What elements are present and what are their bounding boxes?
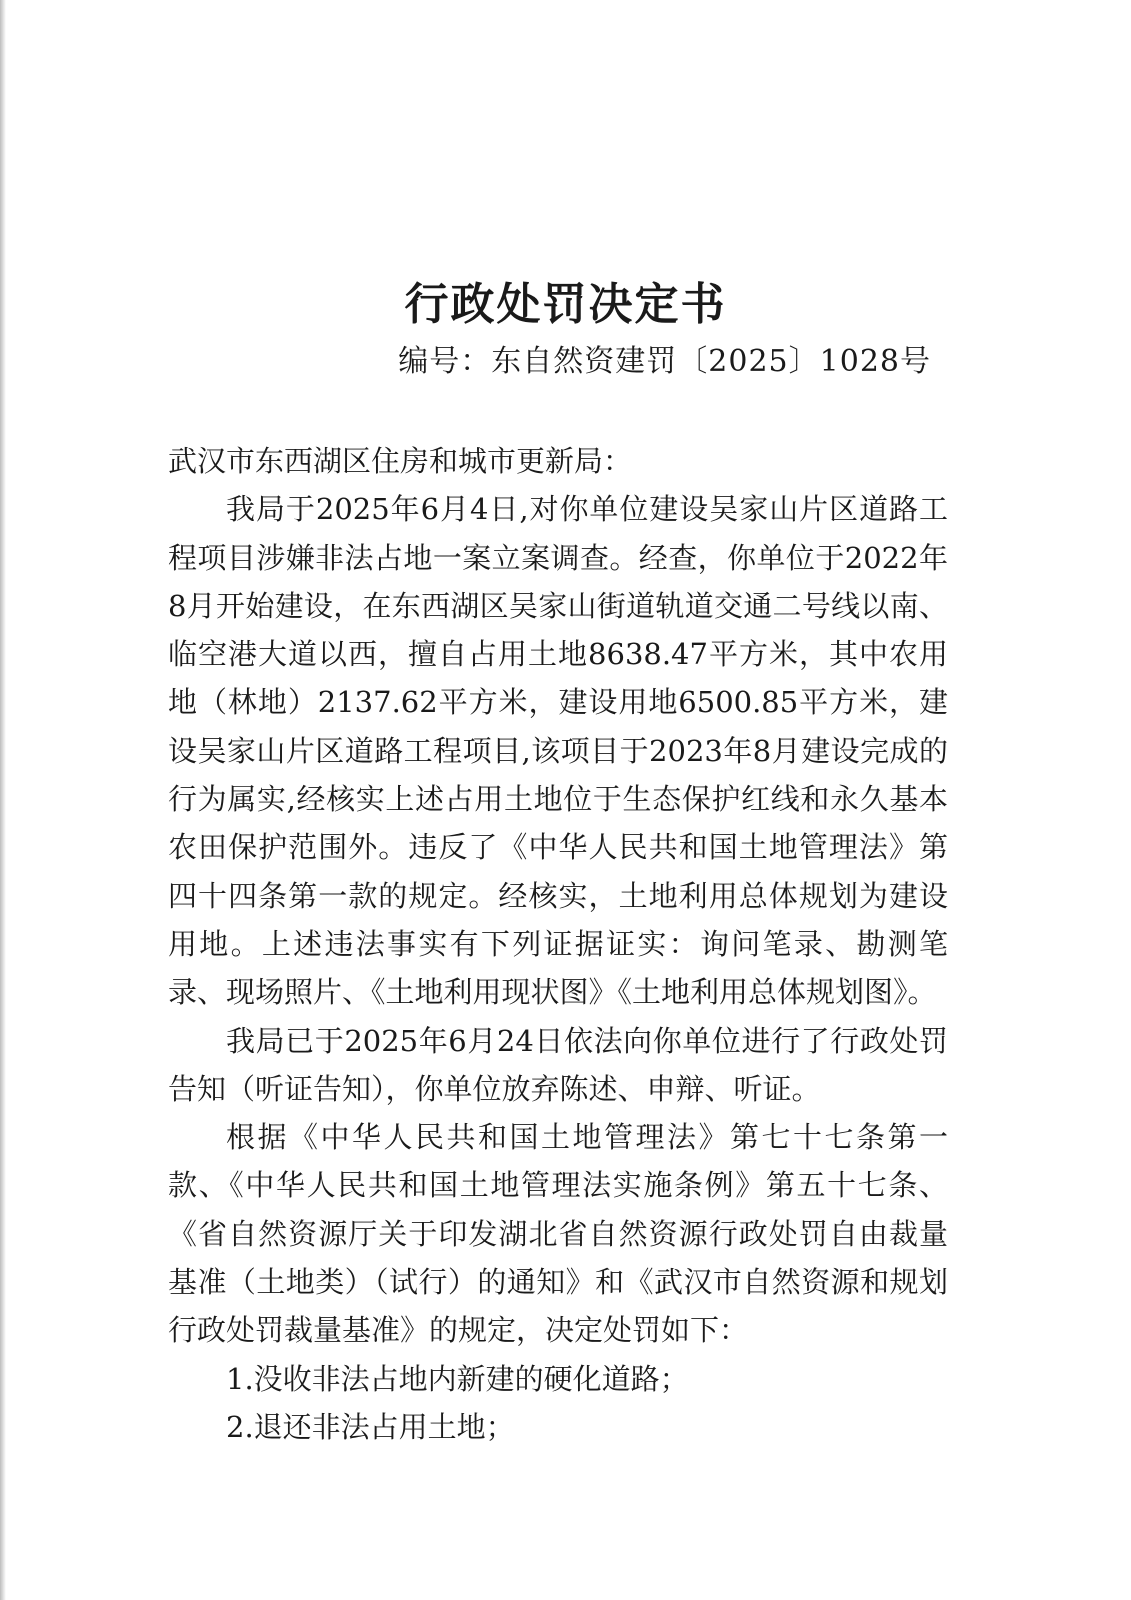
- paragraph-facts: 我局于2025年6月4日,对你单位建设吴家山片区道路工程项目涉嫌非法占地一案立案调查。经查，你单位于2022年8月开始建设，在东西湖区吴家山街道轨道交通二号线以南、临空港大道以西，擅自占用土地8638.47平方米，其中农用地（林地）2137.62平方米，建设用地6500.85平方米，建设吴家山片区道路工程项目,该项目于2023年8月建设完成的行为属实,经核实上述占用土地位于生态保护红线和永久基本农田保护范围外。违反了《中华人民共和国土地管理法》第四十四条第一款的规定。经核实，土地利用总体规划为建设用地。上述违法事实有下列证据证实：询问笔录、勘测笔录、现场照片、《土地利用现状图》《土地利用总体规划图》。: [168, 492, 948, 1010]
- paragraph-legal-basis: 根据《中华人民共和国土地管理法》第七十七条第一款、《中华人民共和国土地管理法实施条例》第五十七条、《省自然资源厅关于印发湖北省自然资源行政处罚自由裁量基准（土地类）（试行）的通知》和《武汉市自然资源和规划行政处罚裁量基准》的规定，决定处罚如下：: [168, 1120, 948, 1348]
- scan-edge-shadow: [0, 0, 6, 1600]
- document-body: [168, 437, 948, 1451]
- penalty-item-1: 1.没收非法占地内新建的硬化道路；: [226, 1361, 689, 1396]
- document-number: 编号：东自然资建罚〔2025〕1028号: [398, 344, 931, 379]
- paragraph-notice: 我局已于2025年6月24日依法向你单位进行了行政处罚告知（听证告知），你单位放弃陈述、申辩、听证。: [168, 1023, 948, 1106]
- document-title: 行政处罚决定书: [404, 279, 727, 330]
- penalty-item-2: 2.退还非法占用土地；: [226, 1409, 515, 1444]
- recipient-line: 武汉市东西湖区住房和城市更新局：: [168, 444, 633, 478]
